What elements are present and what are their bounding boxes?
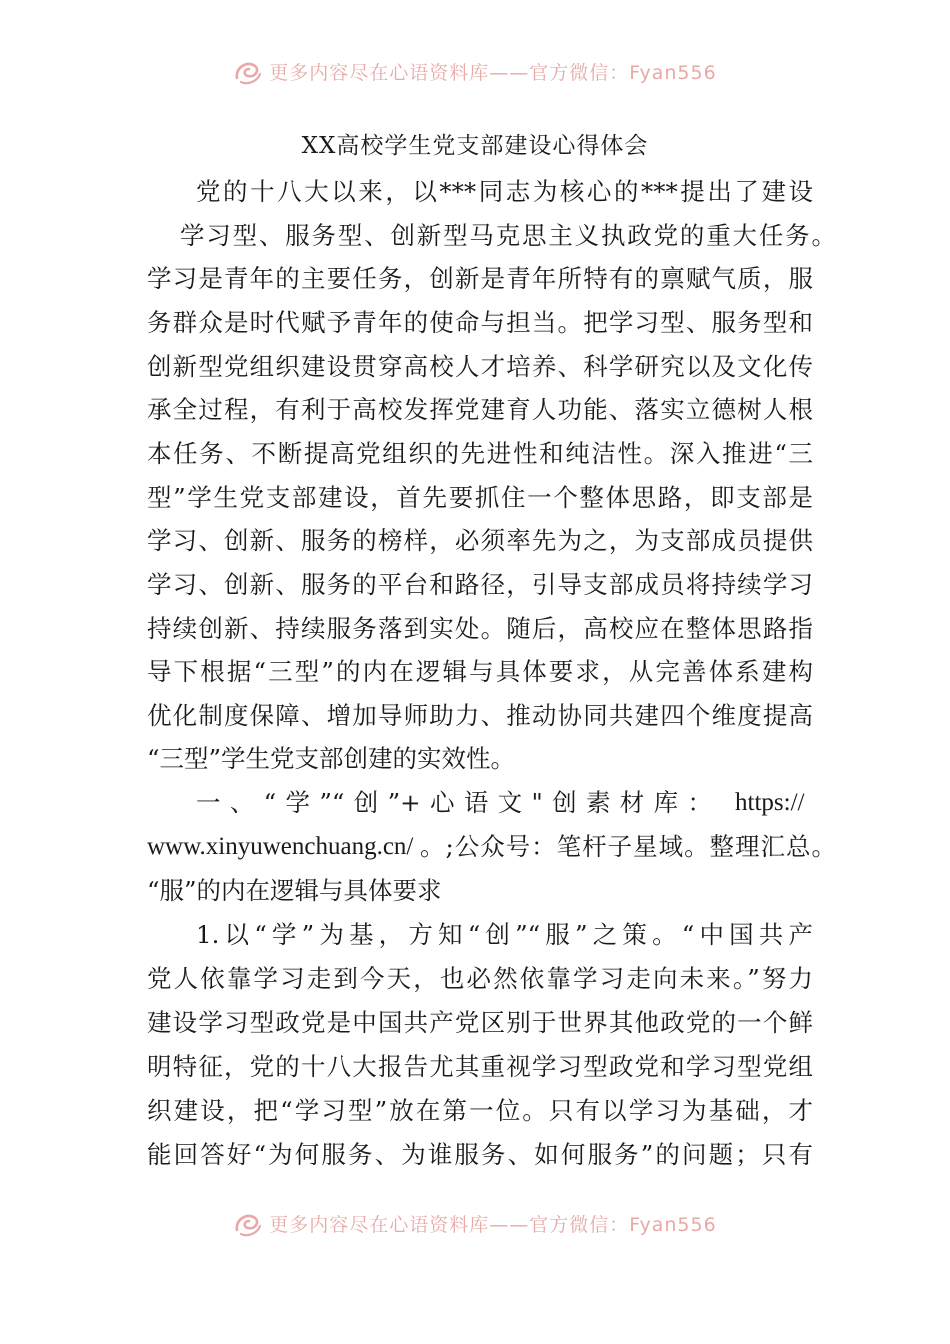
watermark-banner-top bbox=[0, 52, 950, 92]
paragraph-line: 1.以“学”为基，方知“创”“服”之策。“中国共产 bbox=[196, 920, 813, 949]
paragraph-line: “三型”学生党支部创建的实效性。 bbox=[147, 744, 516, 773]
document-title: XX高校学生党支部建设心得体会 bbox=[301, 133, 649, 159]
paragraph-line: 型”学生党支部建设，首先要抓住一个整体思路，即支部是 bbox=[147, 483, 813, 512]
paragraph-line: 导下根据“三型”的内在逻辑与具体要求，从完善体系建构 bbox=[147, 657, 813, 686]
watermark-text: 更多内容尽在心语资料库——官方微信：Fyan556 bbox=[269, 61, 717, 84]
paragraph-line: 学习是青年的主要任务，创新是青年所特有的禀赋气质，服 bbox=[147, 264, 813, 293]
swirl-logo-icon bbox=[233, 1210, 263, 1238]
watermark-group bbox=[233, 58, 716, 86]
section-heading-line: 一、“学”“创”+心语文"创素材库： bbox=[196, 788, 712, 817]
paragraph-line: 织建设，把“学习型”放在第一位。只有以学习为基础，才 bbox=[147, 1096, 813, 1125]
swirl-logo-icon bbox=[233, 58, 263, 86]
paragraph-line: 务群众是时代赋予青年的使命与担当。把学习型、服务型和 bbox=[147, 308, 813, 337]
paragraph-line: 建设学习型政党是中国共产党区别于世界其他政党的一个鲜 bbox=[147, 1008, 813, 1037]
paragraph-line: 优化制度保障、增加导师助力、推动协同共建四个维度提高 bbox=[147, 701, 813, 730]
watermark-banner-bottom bbox=[0, 1204, 950, 1244]
paragraph-line: 。;公众号：笔杆子星域。整理汇总。 bbox=[420, 832, 836, 861]
paragraph-line: 党的十八大以来，以***同志为核心的***提出了建设 bbox=[196, 177, 813, 206]
url-fragment: https:// bbox=[735, 789, 805, 816]
paragraph-line: 创新型党组织建设贯穿高校人才培养、科学研究以及文化传 bbox=[147, 352, 813, 381]
paragraph-line: 党人依靠学习走到今天，也必然依靠学习走向未来。”努力 bbox=[147, 964, 813, 993]
paragraph-line: 明特征，党的十八大报告尤其重视学习型政党和学习型党组 bbox=[147, 1052, 813, 1081]
paragraph-line: 学习、创新、服务的平台和路径，引导支部成员将持续学习 bbox=[147, 570, 813, 599]
paragraph-line: 持续创新、持续服务落到实处。随后，高校应在整体思路指 bbox=[147, 614, 813, 643]
url-text: www.xinyuwenchuang.cn/ bbox=[147, 833, 414, 860]
paragraph-line: 学习型、服务型、创新型马克思主义执政党的重大任务。 bbox=[180, 221, 836, 250]
watermark-text: 更多内容尽在心语资料库——官方微信：Fyan556 bbox=[269, 1213, 717, 1236]
paragraph-line: 承全过程，有利于高校发挥党建育人功能、落实立德树人根 bbox=[147, 395, 813, 424]
paragraph-line: 能回答好“为何服务、为谁服务、如何服务”的问题；只有 bbox=[147, 1140, 813, 1169]
section-heading-line: “服”的内在逻辑与具体要求 bbox=[147, 876, 442, 905]
watermark-group bbox=[233, 1210, 716, 1238]
paragraph-line: 本任务、不断提高党组织的先进性和纯洁性。深入推进“三 bbox=[147, 439, 813, 468]
paragraph-line: 学习、创新、服务的榜样，必须率先为之，为支部成员提供 bbox=[147, 526, 813, 555]
